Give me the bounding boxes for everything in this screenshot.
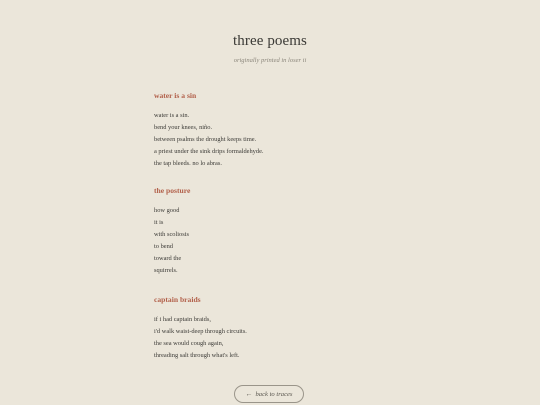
arrow-left-icon: ← (245, 389, 253, 398)
back-to-traces-button[interactable] (234, 385, 304, 403)
poem-line: squirrels. (154, 267, 178, 274)
poem-line: it is (154, 219, 164, 226)
poem-line: a priest under the sink drips formaldehyde. (154, 148, 264, 155)
poem-line: i'd walk waist-deep through circuits. (154, 328, 247, 335)
poem-line: with scoliosis (154, 231, 189, 238)
poem-water-is-a-sin (154, 91, 414, 170)
page-subtitle: originally printed in loser ii (233, 57, 307, 64)
poem-line: threading salt through what's left. (154, 352, 240, 359)
poem-line: bend your knees, niño. (154, 124, 213, 131)
poem-line: between psalms the drought keeps time. (154, 136, 257, 143)
poem-lines (154, 205, 414, 277)
poem-line: water is a sin. (154, 112, 190, 119)
back-button-label: back to traces (255, 390, 293, 398)
poem-title: water is a sin (154, 91, 197, 100)
poem-title: the posture (154, 186, 191, 195)
poem-title: captain braids (154, 295, 201, 304)
poem-lines (154, 314, 414, 362)
poem-line: how good (154, 207, 180, 214)
poem-line: the sea would cough again, (154, 340, 224, 347)
poem-lines (154, 110, 414, 170)
poem-the-posture (154, 186, 414, 277)
poem-line: toward the (154, 255, 182, 262)
poem-line: if i had captain braids, (154, 316, 211, 323)
poem-line: to bend (154, 243, 173, 250)
page-title: three poems (233, 33, 307, 49)
poem-line: the tap bleeds. no lo abras. (154, 160, 222, 167)
poem-captain-braids (154, 295, 414, 362)
